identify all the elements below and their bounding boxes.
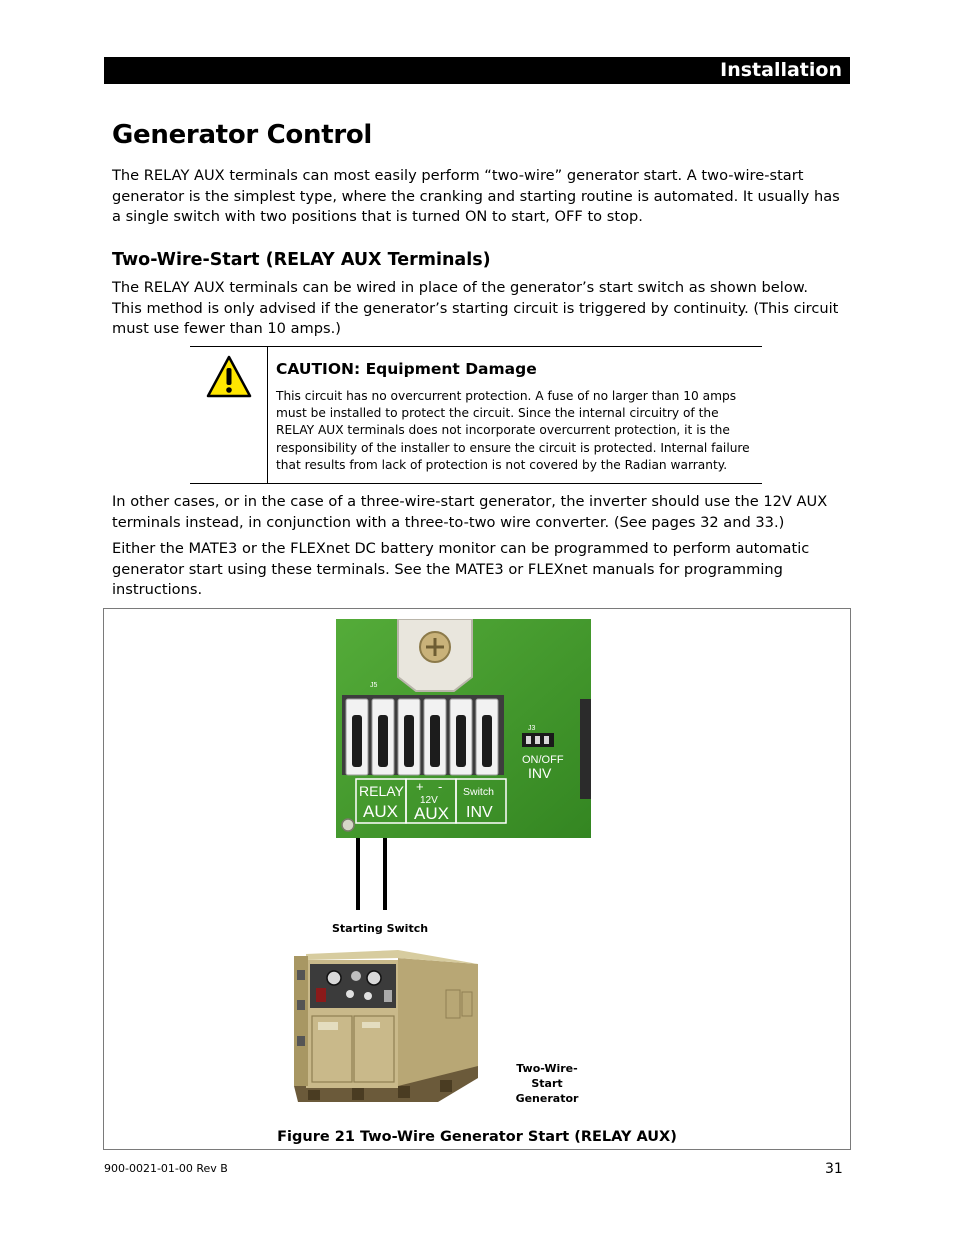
section-heading: Two-Wire-Start (RELAY AUX Terminals) (112, 250, 491, 270)
section-paragraph-1: The RELAY AUX terminals can be wired in place of the generator’s start switch as shown below. This method is only advised if the generator’s starting circuit is triggered by continuity. (This circuit must use fewer than 10 amps.) (112, 279, 839, 338)
section-header-title: Installation (720, 59, 842, 81)
switch-label-2: INV (466, 804, 493, 821)
footer-page-number: 31 (825, 1161, 843, 1177)
section-paragraph-2: In other cases, or in the case of a three-wire-start generator, the inverter should use the 12V AUX terminals instead, in conjunction with a three-to-two wire converter. (See pages 32 and 33.) (112, 493, 828, 531)
caution-divider (267, 347, 268, 483)
figure-caption: Figure 21 Two-Wire Generator Start (RELAY AUX) (277, 1129, 677, 1145)
switch-label-1: Switch (463, 786, 494, 798)
page-title: Generator Control (112, 120, 373, 150)
relay-label-1: RELAY (359, 783, 404, 799)
aux12-polarity: + - (416, 779, 443, 794)
warning-triangle-icon (206, 355, 252, 399)
aux12-label-1: 12V (420, 795, 438, 806)
jumper-label-2: INV (528, 765, 552, 781)
section-paragraph-3: Either the MATE3 or the FLEXnet DC battery monitor can be programmed to perform automatic generator start using these terminals. See the MATE3 or FLEXnet manuals for programming instructions. (112, 540, 810, 599)
generator-label (502, 1061, 592, 1106)
jumper-label-1: ON/OFF (522, 754, 564, 766)
aux12-label-2: AUX (414, 804, 449, 823)
caution-text: This circuit has no overcurrent protection. A fuse of no larger than 10 amps must be installed to protect the circuit. Since the internal circuitry of the RELAY AUX terminals does not incorporate overcurrent protection, it is the responsibility of the installer to ensure the circuit is protected. Internal failure that results from lack of protection is not covered by the Radian warranty. (276, 389, 750, 472)
starting-switch-wires (336, 838, 396, 912)
generator-label-line-1: Two-Wire-Start (516, 1062, 578, 1090)
generator-label-line-2: Generator (515, 1092, 579, 1105)
relay-label-2: AUX (363, 802, 398, 821)
caution-title: CAUTION: Equipment Damage (276, 360, 537, 378)
circuit-board-photo (336, 619, 591, 838)
connector-id: J5 (370, 682, 378, 689)
caution-box (190, 346, 762, 484)
figure-frame (103, 608, 851, 1150)
starting-switch-label: Starting Switch (332, 922, 429, 935)
footer-doc-number: 900-0021-01-00 Rev B (104, 1162, 228, 1175)
generator-illustration (288, 946, 480, 1106)
intro-paragraph: The RELAY AUX terminals can most easily perform “two-wire” generator start. A two-wire-start generator is the simplest type, where the cranking and starting routine is automated. It usually has a single switch with two positions that is turned ON to start, OFF to stop. (112, 167, 840, 226)
jumper-id: J3 (528, 725, 536, 732)
header-bar (104, 57, 850, 84)
